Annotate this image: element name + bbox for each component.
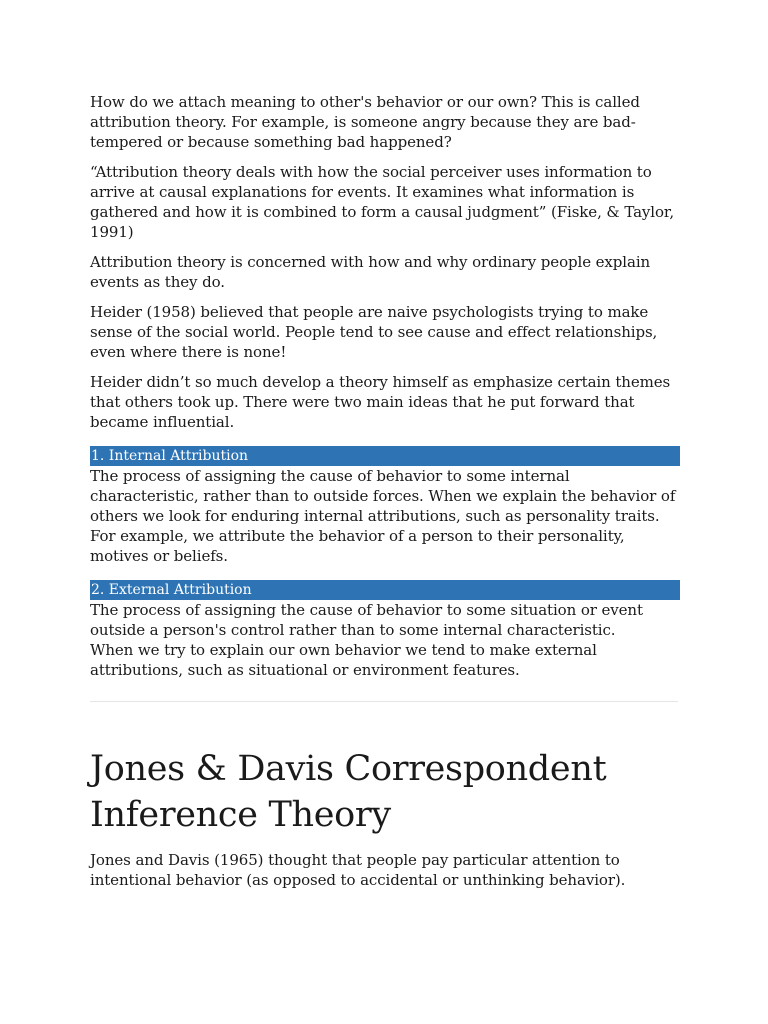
intro-paragraph-4: Heider (1958) believed that people are naive psychologists trying to make sense of the social world. People tend to see cause and effect relationships, even where there is none! [90, 303, 658, 361]
section-heading-internal-attribution: 1. Internal Attribution [90, 446, 680, 466]
intro-paragraph-1: How do we attach meaning to other's behavior or our own? This is called attribution theory. For example, is someone angry because they are bad-tempered or because something bad happened? [90, 93, 640, 151]
section-body [90, 466, 680, 566]
section-paragraph: When we try to explain our own behavior we tend to make external attributions, such as situational or environment features. [90, 641, 597, 679]
section-paragraph: The process of assigning the cause of behavior to some internal characteristic, rather than to outside forces. When we explain the behavior of others we look for enduring internal attributions, such as personality traits. [90, 467, 676, 525]
intro-paragraph-3: Attribution theory is concerned with how and why ordinary people explain events as they do. [90, 253, 651, 291]
section-heading-external-attribution: 2. External Attribution [90, 580, 680, 600]
section-divider [90, 701, 678, 702]
document-page [90, 92, 680, 900]
section-external-attribution [90, 580, 680, 680]
section-internal-attribution [90, 446, 680, 566]
section-paragraph: The process of assigning the cause of behavior to some situation or event outside a person's control rather than to some internal characteristic. [90, 601, 643, 639]
jones-davis-heading: Jones & Davis Correspondent Inference Theory [90, 749, 607, 835]
jones-davis-paragraph: Jones and Davis (1965) thought that people pay particular attention to intentional behavior (as opposed to accidental or unthinking behavior). [90, 851, 626, 889]
intro-paragraph-5: Heider didn’t so much develop a theory himself as emphasize certain themes that others took up. There were two main ideas that he put forward that became influential. [90, 373, 671, 431]
intro-paragraph-2: “Attribution theory deals with how the social perceiver uses information to arrive at causal explanations for events. It examines what information is gathered and how it is combined to form a causal judgment” (Fiske, & Taylor, 1991) [90, 163, 675, 241]
section-paragraph: For example, we attribute the behavior of a person to their personality, motives or beliefs. [90, 527, 625, 565]
section-body [90, 600, 680, 680]
